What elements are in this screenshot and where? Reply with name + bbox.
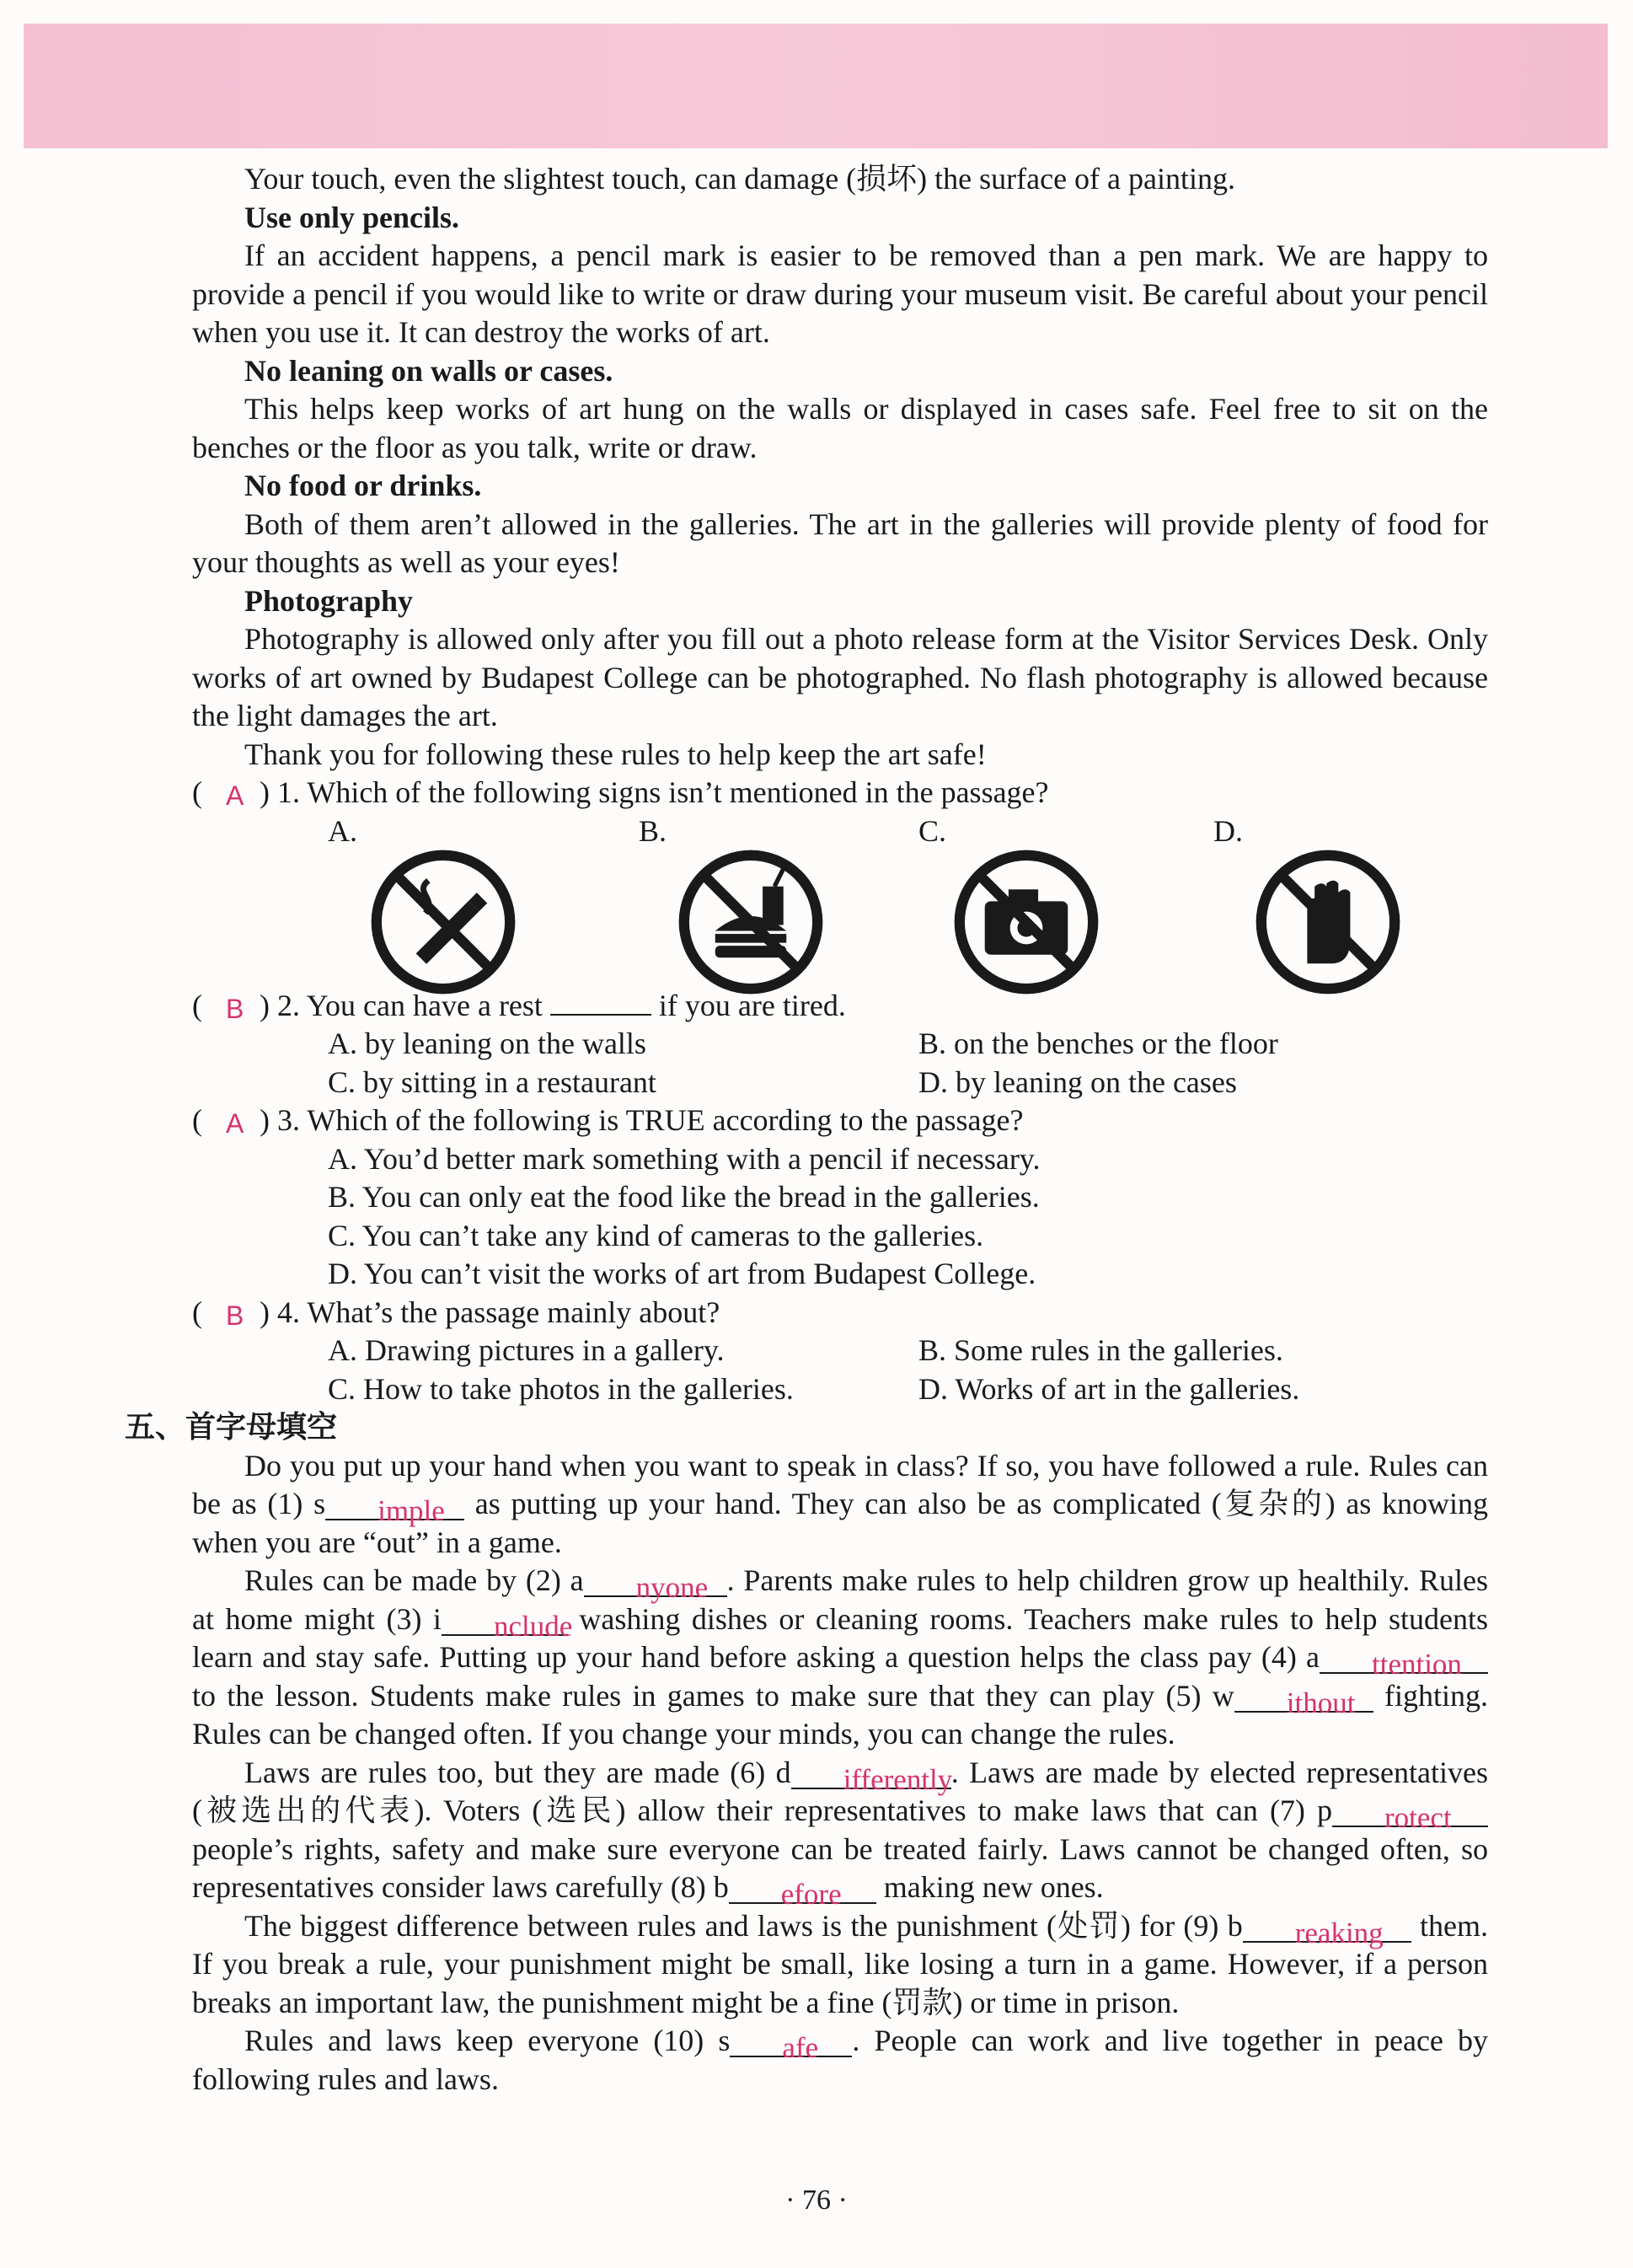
cloze-paragraph-1: Do you put up your hand when you want to speak in class? If so, you have followed a rule. Rules can be as (1) s imple as putting up your hand. They can also be as complicated (复杂的) as knowing when you are “out” in a game. bbox=[192, 1448, 1488, 1559]
page-content bbox=[125, 160, 1488, 2099]
question-3-option-d-row bbox=[192, 1255, 1488, 1294]
question-4-options-row-1 bbox=[192, 1332, 1488, 1370]
no-food-icon bbox=[677, 848, 825, 996]
cloze-paragraph-4: The biggest difference between rules and laws is the punishment (处罚) for (9) b reaking them. If you break a rule, your punishment might be small, like losing a turn in a game. However, if a person breaks an important law, the punishment might be a fine (罚款) or time in prison. bbox=[192, 1908, 1488, 2019]
question-3-text: ) 3. Which of the following is TRUE according to the passage? bbox=[260, 1103, 1024, 1137]
header-banner bbox=[24, 24, 1608, 148]
page-number: · 76 · bbox=[785, 2185, 848, 2216]
blank-5: ithout bbox=[1234, 1681, 1373, 1713]
question-2-option-c: C. by sitting in a restaurant bbox=[328, 1064, 656, 1099]
blank-7: rotect bbox=[1332, 1796, 1488, 1827]
passage-paragraph-3: This helps keep works of art hung on the walls or displayed in cases safe. Feel free to sit on the benches or the floor as you talk, write or draw. bbox=[192, 392, 1488, 464]
question-2-option-b: B. on the benches or the floor bbox=[918, 1027, 1278, 1060]
question-1 bbox=[192, 774, 1488, 812]
blank-9: reaking bbox=[1243, 1911, 1411, 1943]
blank-4: ttention bbox=[1320, 1643, 1488, 1674]
blank-10: afe bbox=[730, 2026, 852, 2057]
sign-options bbox=[192, 812, 1488, 960]
question-4 bbox=[192, 1294, 1488, 1332]
question-3-option-c-row bbox=[192, 1217, 1488, 1256]
heading-no-food: No food or drinks. bbox=[244, 469, 482, 502]
answer-2: B bbox=[226, 993, 244, 1024]
passage-paragraph-5: Photography is allowed only after you fill out a photo release form at the Visitor Services Desk. Only works of art owned by Budapest College can be photographed. No flash photography is allowed because the light damages the art. bbox=[192, 622, 1488, 732]
passage-paragraph-2: If an accident happens, a pencil mark is easier to be removed than a pen mark. We are happy to provide a pencil if you would like to write or draw during your museum visit. Be careful about your pencil when you use it. It can destroy the works of art. bbox=[192, 239, 1488, 349]
sign-label-a: A. bbox=[328, 813, 357, 848]
answer-bracket-3: ( A bbox=[192, 1102, 293, 1140]
sign-label-c: C. bbox=[918, 813, 947, 848]
question-4-option-a: A. Drawing pictures in a gallery. bbox=[328, 1333, 725, 1367]
passage-paragraph-6: Thank you for following these rules to help keep the art safe! bbox=[244, 737, 987, 771]
question-4-option-b: B. Some rules in the galleries. bbox=[918, 1333, 1283, 1367]
sign-label-d: D. bbox=[1213, 813, 1243, 848]
no-touching-icon bbox=[1254, 848, 1402, 996]
question-3-option-a-row bbox=[192, 1140, 1488, 1179]
question-4-option-d: D. Works of art in the galleries. bbox=[918, 1371, 1300, 1406]
question-3-option-b-row bbox=[192, 1178, 1488, 1217]
cloze-paragraph-3: Laws are rules too, but they are made (6) d ifferently. Laws are made by elected representatives (被选出的代表). Voters (选民) allow their representatives to make laws that can (7) p rotect people’s rights, safety and make sure everyone can be treated fairly. Laws cannot be changed often, so representatives consider laws carefully (8) b efore making new ones. bbox=[192, 1755, 1488, 1911]
answer-bracket-4: ( B bbox=[192, 1294, 293, 1332]
question-3-option-b: B. You can only eat the food like the bread in the galleries. bbox=[328, 1180, 1040, 1214]
question-3-option-d: D. You can’t visit the works of art from Budapest College. bbox=[328, 1257, 1036, 1290]
answer-bracket-1: ( A bbox=[192, 774, 293, 812]
passage-paragraph-1: Your touch, even the slightest touch, can damage (损坏) the surface of a painting. bbox=[244, 162, 1236, 196]
question-4-options-row-2 bbox=[192, 1370, 1488, 1409]
no-camera-icon bbox=[952, 848, 1100, 996]
question-2-option-d: D. by leaning on the cases bbox=[918, 1064, 1237, 1099]
question-3-option-c: C. You can’t take any kind of cameras to the galleries. bbox=[328, 1218, 984, 1252]
question-4-option-c: C. How to take photos in the galleries. bbox=[328, 1371, 794, 1406]
blank-1: imple bbox=[325, 1489, 464, 1520]
question-2-option-a: A. by leaning on the walls bbox=[328, 1027, 646, 1060]
answer-1: A bbox=[226, 780, 244, 811]
question-2-tail: if you are tired. bbox=[658, 988, 846, 1022]
cloze-paragraph-5: Rules and laws keep everyone (10) s afe . People can work and live together in peace by following rules and laws. bbox=[192, 2024, 1488, 2096]
passage-paragraph-4: Both of them aren’t allowed in the galleries. The art in the galleries will provide plenty of food for your thoughts as well as your eyes! bbox=[192, 507, 1488, 579]
blank-8: efore bbox=[729, 1873, 876, 1904]
question-2-options-row-1 bbox=[192, 1025, 1488, 1064]
blank-3: nclude bbox=[442, 1605, 568, 1636]
cloze-paragraph-2: Rules can be made by (2) a nyone . Parents make rules to help children grow up healthily. Rules at home might (3) i nclude washing dishes or cleaning rooms. Teachers make rules to help students learn and stay safe. Putting up your hand before asking a question helps the class pay (4) a ttention to the lesson. Students make rules in games to make sure that they can play (5) w ithout fighting. Rules can be changed often. If you change your minds, you can change the rules. bbox=[192, 1563, 1488, 1751]
question-4-text: ) 4. What’s the passage mainly about? bbox=[260, 1295, 720, 1329]
no-smoking-icon bbox=[369, 848, 517, 996]
heading-no-leaning: No leaning on walls or cases. bbox=[244, 353, 613, 388]
question-2-blank bbox=[550, 1014, 651, 1016]
answer-4: B bbox=[226, 1300, 244, 1331]
heading-pencils: Use only pencils. bbox=[244, 200, 460, 234]
answer-3: A bbox=[226, 1108, 244, 1139]
question-2-text: ) 2. You can have a rest bbox=[260, 988, 543, 1022]
question-3-option-a: A. You’d better mark something with a pencil if necessary. bbox=[328, 1141, 1041, 1176]
blank-2: nyone bbox=[584, 1566, 727, 1597]
answer-bracket-2: ( B bbox=[192, 987, 293, 1026]
sign-label-b: B. bbox=[639, 813, 667, 848]
section-5-title: 五、首字母填空 bbox=[125, 1410, 338, 1445]
question-2-options-row-2 bbox=[192, 1064, 1488, 1102]
question-3 bbox=[192, 1102, 1488, 1140]
question-2 bbox=[192, 987, 1488, 1026]
heading-photography: Photography bbox=[244, 583, 414, 618]
question-1-text: ) 1. Which of the following signs isn’t mentioned in the passage? bbox=[260, 775, 1049, 809]
blank-6: ifferently bbox=[791, 1758, 951, 1789]
